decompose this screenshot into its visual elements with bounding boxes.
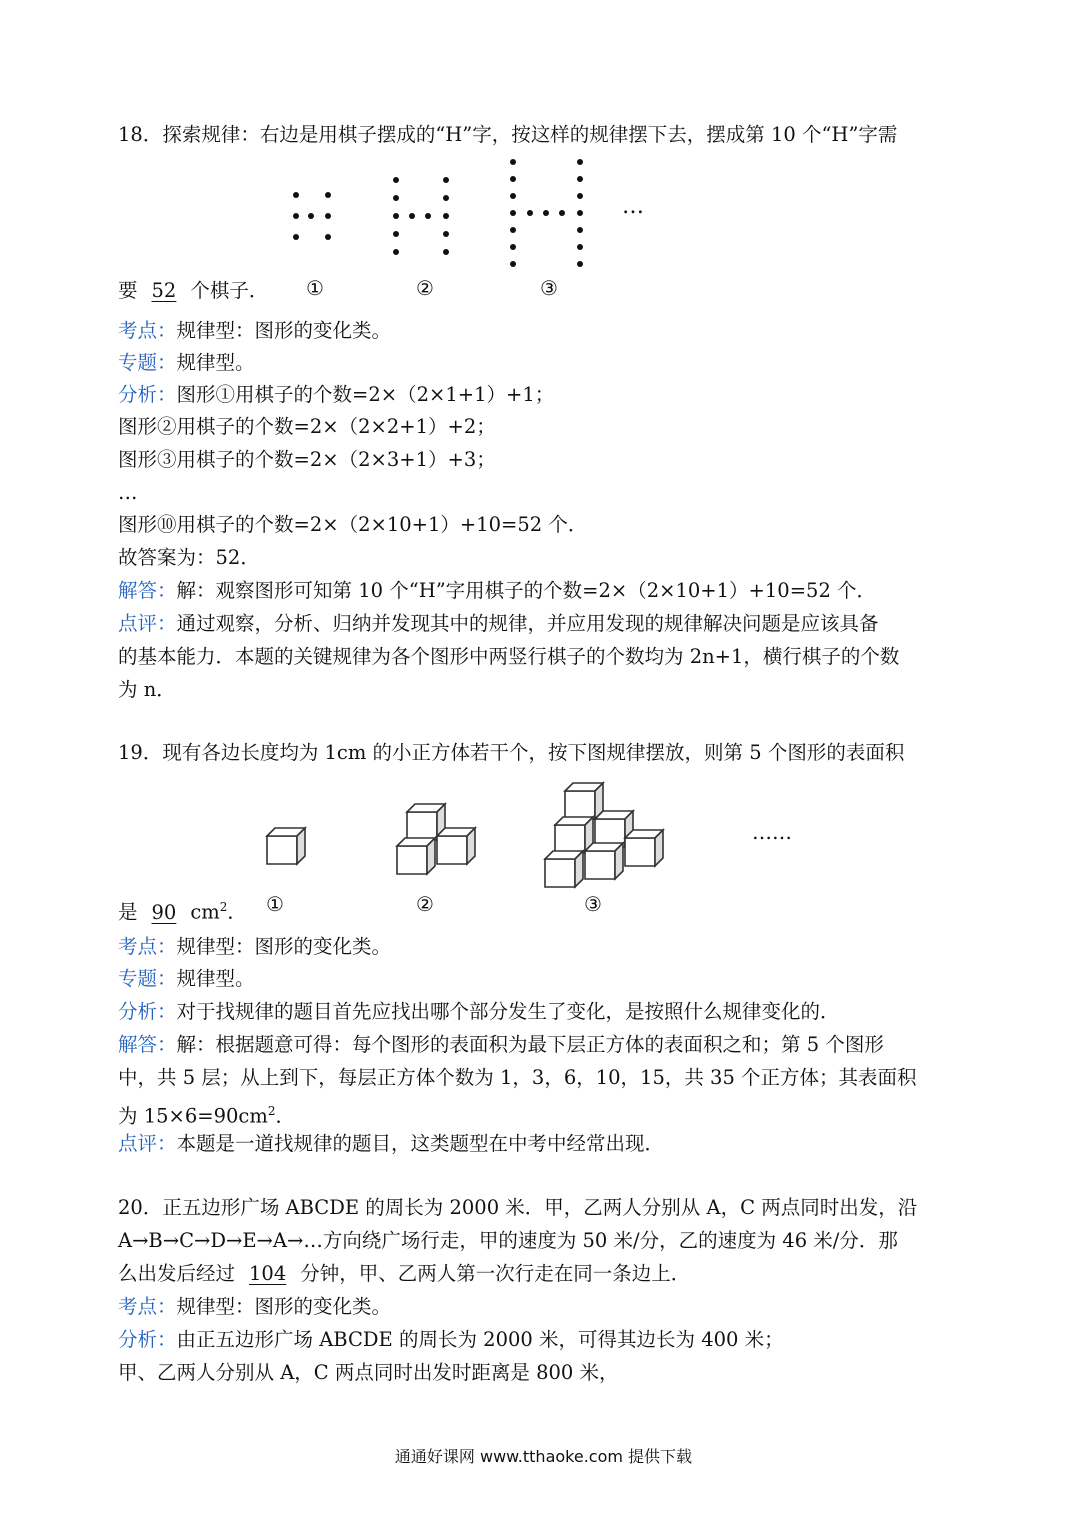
dianping-text: 通过观察，分析、归纳并发现其中的规律，并应用发现的规律解决问题是应该具备 (176, 612, 879, 635)
kaodian-label: 考点： (118, 1295, 177, 1318)
q20-answer-prefix: 么出发后经过 (118, 1262, 236, 1285)
q19-kaodian (118, 934, 391, 960)
q20-answer-line (118, 1261, 690, 1287)
q20-stem-line-1: 20．正五边形广场 ABCDE 的周长为 2000 米．甲，乙两人分别从 A，C 两点同时出发，沿 (118, 1196, 918, 1219)
zhuanti-label: 专题： (118, 351, 177, 374)
zhuanti-text: 规律型。 (176, 351, 255, 374)
q19-stem: 19．现有各边长度均为 1cm 的小正方体若干个，按下图规律摆放，则第 5 个图形的表面积 (118, 741, 905, 764)
q20-answer-blank: 104 (249, 1262, 287, 1285)
jieda-label: 解答： (118, 579, 177, 602)
q19-jieda-line-2: 中，共 5 层；从上到下，每层正方体个数为 1，3，6，10，15，共 35 个正方体；其表面积 (118, 1066, 917, 1089)
kaodian-text: 规律型：图形的变化类。 (176, 319, 392, 342)
q20-stem-line-2: A→B→C→D→E→A→…方向绕广场行走，甲的速度为 50 米/分，乙的速度为 46 米/分．那 (118, 1229, 898, 1252)
q18-fenxi-line-3: 图形③用棋子的个数=2×（2×3+1）+3； (118, 448, 496, 471)
jieda-label: 解答： (118, 1033, 177, 1056)
q18-answer-line (118, 278, 268, 304)
jieda-text: 解：观察图形可知第 10 个“H”字用棋子的个数=2×（2×10+1）+10=52 个． (176, 579, 877, 602)
q19-dianping (118, 1131, 664, 1157)
q19-jieda (118, 1032, 884, 1058)
q18-jieda (118, 578, 876, 604)
q18-figure-ellipsis: … (622, 194, 644, 219)
zhuanti-text: 规律型。 (176, 967, 255, 990)
q18-answer-prefix: 要 (118, 279, 138, 302)
h-chess-pattern-figure (280, 150, 680, 280)
fenxi-text: 图形①用棋子的个数=2×（2×1+1）+1； (176, 383, 555, 406)
q18-dianping-line-3: 为 n． (118, 678, 176, 701)
zhuanti-label: 专题： (118, 967, 177, 990)
q19-jieda-line-3-text: 为 15×6=90cm (118, 1104, 268, 1128)
q18-answer-blank: 52 (151, 279, 177, 302)
q18-dianping (118, 611, 879, 637)
q18-fig-label-2: ② (416, 276, 434, 300)
q18-zhuanti (118, 350, 255, 376)
q19-jieda-line-3 (118, 1098, 295, 1130)
q19-answer-unit: cm (190, 900, 220, 924)
q19-answer-unit-sup: 2 (219, 900, 228, 914)
fenxi-label: 分析： (118, 383, 177, 406)
fenxi-text: 对于找规律的题目首先应找出哪个部分发生了变化，是按照什么规律变化的． (176, 1000, 840, 1023)
q19-answer-suffix: ． (227, 900, 247, 924)
kaodian-label: 考点： (118, 935, 177, 958)
fenxi-text: 由正五边形广场 ABCDE 的周长为 2000 米，可得其边长为 400 米； (176, 1328, 784, 1351)
kaodian-text: 规律型：图形的变化类。 (176, 935, 392, 958)
kaodian-label: 考点： (118, 319, 177, 342)
q19-answer-prefix: 是 (118, 900, 138, 924)
q20-answer-suffix: 分钟，甲、乙两人第一次行走在同一条边上． (300, 1262, 691, 1285)
dianping-text: 本题是一道找规律的题目，这类题型在中考中经常出现． (176, 1132, 665, 1155)
q18-fenxi-line-2: 图形②用棋子的个数=2×（2×2+1）+2； (118, 415, 496, 438)
q18-answer-suffix: 个棋子． (190, 279, 269, 302)
q19-jieda-sup: 2 (267, 1104, 276, 1118)
q19-fig-label-1: ① (266, 892, 284, 916)
q18-fenxi-line-6: 故答案为：52． (118, 546, 260, 569)
q18-fenxi (118, 382, 554, 408)
q18-kaodian (118, 318, 391, 344)
q20-kaodian (118, 1294, 391, 1320)
q19-figure-ellipsis: …… (752, 820, 792, 844)
dianping-label: 点评： (118, 1132, 177, 1155)
q19-jieda-line-3-end: ． (275, 1104, 295, 1128)
q19-fig-label-3: ③ (584, 892, 602, 916)
fenxi-label: 分析： (118, 1000, 177, 1023)
q18-dianping-line-2: 的基本能力．本题的关键规律为各个图形中两竖行棋子的个数均为 2n+1，横行棋子的个数 (118, 645, 900, 668)
q19-zhuanti (118, 966, 255, 992)
q18-fig-label-1: ① (306, 276, 324, 300)
fenxi-label: 分析： (118, 1328, 177, 1351)
q18-fenxi-line-4: … (118, 481, 138, 504)
q18-stem: 18．探索规律：右边是用棋子摆成的“H”字，按这样的规律摆下去，摆成第 10 个“H”字需 (118, 123, 898, 146)
q19-answer-line (118, 894, 247, 926)
cube-stack-figure (250, 775, 680, 890)
dianping-label: 点评： (118, 612, 177, 635)
jieda-text: 解：根据题意可得：每个图形的表面积为最下层正方体的表面积之和；第 5 个图形 (176, 1033, 884, 1056)
q19-fenxi (118, 999, 840, 1025)
q20-fenxi (118, 1327, 784, 1353)
page-footer: 通通好课网 www.tthaoke.com 提供下载 (394, 1447, 693, 1466)
q19-fig-label-2: ② (416, 892, 434, 916)
q18-fenxi-line-5: 图形⑩用棋子的个数=2×（2×10+1）+10=52 个． (118, 513, 588, 536)
q20-fenxi-line-2: 甲、乙两人分别从 A，C 两点同时出发时距离是 800 米， (118, 1361, 619, 1384)
kaodian-text: 规律型：图形的变化类。 (176, 1295, 392, 1318)
q19-answer-blank: 90 (151, 900, 177, 924)
q18-fig-label-3: ③ (540, 276, 558, 300)
